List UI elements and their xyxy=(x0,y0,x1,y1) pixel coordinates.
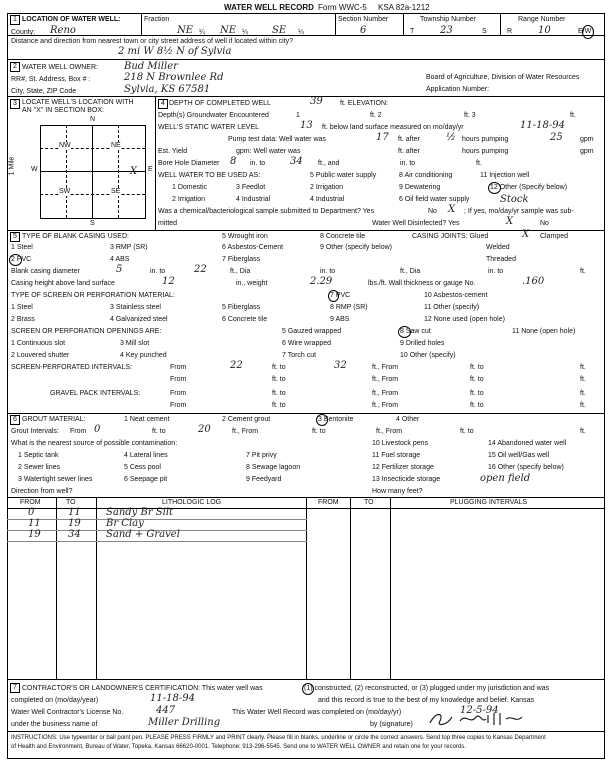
gpi-ft-2: ft. xyxy=(580,402,586,409)
joints-x: X xyxy=(522,229,530,240)
use-7: 4 Industrial xyxy=(310,196,345,203)
casing-1: 1 Steel xyxy=(11,244,33,251)
section-2-number: 2 xyxy=(10,62,20,72)
city-value: Sylvia, KS 67581 xyxy=(124,84,211,95)
depth-label: DEPTH OF COMPLETED WELL xyxy=(169,100,271,107)
casing-joints: CASING JOINTS: Glued xyxy=(412,233,489,240)
screen-2: 2 Brass xyxy=(11,316,35,323)
range-value: 10 xyxy=(538,25,551,36)
grout-ft-from-2: ft., From xyxy=(376,428,403,435)
constructed-circle xyxy=(302,683,314,695)
business-name-label: under the business name of xyxy=(11,721,98,728)
screen-5: 5 Fiberglass xyxy=(222,304,261,311)
yield-gpm-label: gpm: Well water was xyxy=(236,148,301,155)
bore-ft-and: ft., and xyxy=(318,160,340,167)
opening-4: 4 Key punched xyxy=(120,352,167,359)
south-label: S xyxy=(90,220,95,227)
spi-to-2: ft. to xyxy=(272,376,286,383)
casing-6: 6 Asbestos-Cement xyxy=(222,244,284,251)
pump-gpm-label: gpm xyxy=(580,136,594,143)
use-other-value: Stock xyxy=(500,194,529,205)
gpi-ft-from-1: ft., From xyxy=(372,390,399,397)
use-label: WELL WATER TO BE USED AS: xyxy=(158,172,261,179)
use-10: 6 Oil field water supply xyxy=(399,196,470,203)
gw-1: 1 xyxy=(296,112,300,119)
grout-3: 3 Bentonite xyxy=(318,416,354,423)
openings-title: SCREEN OR PERFORATION OPENINGS ARE: xyxy=(11,328,162,335)
grout-2: 2 Cement grout xyxy=(222,416,271,423)
grout-title: GROUT MATERIAL: xyxy=(22,416,86,423)
grout-to-value: 20 xyxy=(198,424,211,435)
record-completed-label: This Water Well Record was completed on (mo/day/yr) xyxy=(232,709,402,716)
ne-label: NE xyxy=(111,142,121,149)
opening-11: 11 None (open hole) xyxy=(512,328,576,335)
section-6-number: 6 xyxy=(10,415,20,425)
mitted-label: mitted xyxy=(158,220,178,227)
contam-1: 1 Septic tank xyxy=(18,452,59,459)
gpi-from-1: From xyxy=(170,390,187,397)
west-label: W xyxy=(31,166,38,173)
blank-ft-dia-2: ft., Dia xyxy=(400,268,421,275)
casing-2-circle xyxy=(9,254,22,266)
ksa-number: KSA 82a-1212 xyxy=(378,3,430,12)
log-desc-cell: Sand + Gravel xyxy=(106,529,180,540)
bore-ft-2: ft. xyxy=(476,160,482,167)
disinfected-label: Water Well Disinfected? Yes xyxy=(372,220,460,227)
grout-4: 4 Other xyxy=(396,416,420,423)
chem-x: X xyxy=(448,204,456,215)
contam-11: 11 Fuel storage xyxy=(372,452,421,459)
contam-8: 8 Sewage lagoon xyxy=(246,464,301,471)
log-to2-header: TO xyxy=(364,499,374,506)
casing-weight-value: 2.29 xyxy=(310,276,333,287)
casing-weight-label: in., weight xyxy=(236,280,268,287)
north-label: N xyxy=(90,116,96,123)
screen-4: 4 Galvanized steel xyxy=(110,316,168,323)
use-2: 2 Irrigation xyxy=(172,196,206,203)
use-5: 5 Public water supply xyxy=(310,172,377,179)
lithologic-log-header: LITHOLOGIC LOG xyxy=(162,499,222,506)
feet-label: How many feet? xyxy=(372,488,423,495)
section-number-label: Section Number xyxy=(338,16,389,23)
fraction-3: SE xyxy=(272,25,287,36)
log-from-cell: 11 xyxy=(28,518,41,529)
static-water-value: 13 xyxy=(300,120,313,131)
spi-to-1b: ft. to xyxy=(470,364,484,371)
owner-label: WATER WELL OWNER: xyxy=(22,64,98,71)
contam-12: 12 Fertilizer storage xyxy=(372,464,434,471)
spi-from-1: From xyxy=(170,364,187,371)
contam-6: 6 Seepage pit xyxy=(124,476,168,483)
signature-label: by (signature) xyxy=(370,721,413,728)
spi-ft-from-1: ft., From xyxy=(372,364,399,371)
clamped-label: Clamped xyxy=(540,233,569,240)
casing-height-value: 12 xyxy=(162,276,175,287)
county-label: County: xyxy=(11,29,36,36)
spi-ft-2: ft. xyxy=(580,376,586,383)
business-name-value: Miller Drilling xyxy=(148,717,221,728)
se-label: SE xyxy=(111,188,121,195)
casing-title: TYPE OF BLANK CASING USED: xyxy=(22,233,129,240)
pump-test-label: Pump test data: Well water was xyxy=(228,136,326,143)
license-value: 447 xyxy=(156,705,176,716)
true-record-text: and this record is true to the best of my knowledge and belief. Kansas xyxy=(318,697,534,704)
opening-5: 5 Gauzed wrapped xyxy=(282,328,342,335)
contam-15: 15 Oil well/Gas well xyxy=(488,452,550,459)
yield-label: Est. Yield xyxy=(158,148,188,155)
pump-after: ft. after xyxy=(398,136,420,143)
screen-title: TYPE OF SCREEN OR PERFORATION MATERIAL: xyxy=(11,292,175,299)
locate-title-2: AN "X" IN SECTION BOX: xyxy=(22,107,104,114)
elevation-label: ft. ELEVATION: xyxy=(340,100,388,107)
opening-6: 6 Wire wrapped xyxy=(282,340,332,347)
instructions-line-2: of Health and Environment, Bureau of Water, Topeka, Kansas 66620-0001. Telephone: 913-296-5545. Send one to WATER WELL OWNER and retain one for your records. xyxy=(11,744,466,750)
opening-1: 1 Continuous slot xyxy=(11,340,66,347)
use-4: 4 Industrial xyxy=(236,196,271,203)
address-label: RR#, St. Address, Box # : xyxy=(11,76,91,83)
completed-label: completed on (mo/day/year) xyxy=(11,697,99,704)
completed-value: 11-18-94 xyxy=(150,693,195,704)
section-1-title: LOCATION OF WATER WELL: xyxy=(22,16,121,23)
owner-value: Bud Miller xyxy=(124,61,178,72)
chem-label: Was a chemical/bacteriological sample submitted to Department? Yes xyxy=(158,208,375,215)
log-from-cell: 0 xyxy=(28,507,35,518)
gpi-ft-1: ft. xyxy=(580,390,586,397)
opening-8: 8 Saw cut xyxy=(400,328,431,335)
screen-10: 10 Asbestos-cement xyxy=(424,292,488,299)
range-e-circle xyxy=(582,25,594,39)
log-to-header: TO xyxy=(66,499,76,506)
quarter-1: ¼ xyxy=(199,29,205,36)
direction-label: Direction from well? xyxy=(11,488,73,495)
use-9: 9 Dewatering xyxy=(399,184,441,191)
board-label: Board of Agriculture, Division of Water Resources xyxy=(426,74,580,81)
township-s: S xyxy=(482,28,487,35)
gravel-pack-label: GRAVEL PACK INTERVALS: xyxy=(50,390,141,397)
quarter-3: ¼ xyxy=(298,29,304,36)
opening-7: 7 Torch cut xyxy=(282,352,317,359)
blank-diameter-value: 5 xyxy=(116,264,123,275)
gw-4: ft. xyxy=(570,112,576,119)
signature-image xyxy=(426,709,526,729)
locate-title: LOCATE WELL'S LOCATION WITH xyxy=(22,99,134,106)
quarter-2: ¼ xyxy=(242,29,248,36)
groundwater-label: Depth(s) Groundwater Encountered xyxy=(158,112,269,119)
blank-in-to-3: in. to xyxy=(488,268,504,275)
blank-ft-3: ft. xyxy=(580,268,586,275)
contam-9: 9 Feedyard xyxy=(246,476,282,483)
section-4-number: 4 xyxy=(158,99,168,109)
use-3: 3 Feedlot xyxy=(236,184,266,191)
opening-2: 2 Louvered shutter xyxy=(11,352,70,359)
log-row-divider xyxy=(7,519,307,520)
gw-3: ft. 3 xyxy=(464,112,476,119)
yield-gpm2: gpm xyxy=(580,148,594,155)
log-from-header: FROM xyxy=(20,499,41,506)
yield-hours: hours pumping xyxy=(462,148,509,155)
range-label: Range Number xyxy=(518,16,566,23)
grout-from-value: 0 xyxy=(94,424,101,435)
casing-4: 4 ABS xyxy=(110,256,130,263)
blank-diameter-label: Blank casing diameter xyxy=(11,268,80,275)
township-t: T xyxy=(410,28,415,35)
screen-7: 7 PVC xyxy=(330,292,351,299)
use-12-circle xyxy=(488,182,501,194)
opening-10: 10 Other (specify) xyxy=(400,352,456,359)
location-mark: X xyxy=(130,166,138,177)
screen-9: 9 ABS xyxy=(330,316,350,323)
bore-diameter-value: 8 xyxy=(230,156,237,167)
blank-in-to: in. to xyxy=(150,268,166,275)
spi-from-value: 22 xyxy=(230,360,243,371)
casing-2: 2 PVC xyxy=(11,256,32,263)
chem-no: No xyxy=(428,208,437,215)
fraction-1: NE xyxy=(177,25,194,36)
contam-13: 13 Insecticide storage xyxy=(372,476,441,483)
contam-2: 2 Sewer lines xyxy=(18,464,61,471)
opening-3: 3 Mill slot xyxy=(120,340,150,347)
grout-to-label-2: ft. to xyxy=(312,428,326,435)
gpi-from-2: From xyxy=(170,402,187,409)
screen-12: 12 None used (open hole) xyxy=(424,316,505,323)
fraction-2: NE xyxy=(220,25,237,36)
contam-4: 4 Lateral lines xyxy=(124,452,168,459)
use-1: 1 Domestic xyxy=(172,184,208,191)
log-from2-header: FROM xyxy=(318,499,339,506)
gpi-ft-from-2: ft., From xyxy=(372,402,399,409)
grout-ft-from: ft., From xyxy=(232,428,259,435)
opening-9: 9 Drilled holes xyxy=(400,340,445,347)
bore-label: Bore Hole Diameter xyxy=(158,160,220,167)
certification-title: CONTRACTOR'S OR LANDOWNER'S CERTIFICATION: This water well was xyxy=(22,685,263,692)
contam-16: 16 Other (specify below) xyxy=(488,464,564,471)
welded-label: Welded xyxy=(486,244,510,251)
static-water-text: ft. below land surface measured on mo/day/yr xyxy=(322,124,464,131)
contam-7: 7 Pit privy xyxy=(246,452,277,459)
depth-value: 39 xyxy=(310,96,323,107)
spi-to-1: ft. to xyxy=(272,364,286,371)
wall-thickness-value: .160 xyxy=(522,276,545,287)
contam-3: 3 Watertight sewer lines xyxy=(18,476,93,483)
log-to-cell: 34 xyxy=(68,529,81,540)
log-row-divider xyxy=(7,541,307,542)
log-to-cell: 11 xyxy=(68,507,81,518)
yield-after: ft. after xyxy=(398,148,420,155)
distance-label: Distance and direction from nearest town or city street address of well if located within city? xyxy=(11,38,294,45)
disinfected-no: No xyxy=(540,220,549,227)
sw-label: SW xyxy=(59,188,71,195)
contam-10: 10 Livestock pens xyxy=(372,440,429,447)
casing-8: 8 Concrete tile xyxy=(320,233,366,240)
township-label: Township Number xyxy=(420,16,477,23)
range-r: R xyxy=(507,28,513,35)
opening-8-circle xyxy=(398,326,411,338)
static-water-date: 11-18-94 xyxy=(520,120,565,131)
grout-to-label-3: ft. to xyxy=(460,428,474,435)
pump-ft-value: 17 xyxy=(376,132,389,143)
section-7-number: 7 xyxy=(10,683,20,693)
use-12: 12 Other (Specify below) xyxy=(490,184,568,191)
casing-3: 3 RMP (SR) xyxy=(110,244,148,251)
spi-to-value: 32 xyxy=(334,360,347,371)
city-label: City, State, ZIP Code xyxy=(11,88,77,95)
blank-in-to-2: in. to xyxy=(320,268,336,275)
section-number-value: 6 xyxy=(360,25,367,36)
grout-3-circle xyxy=(316,414,328,426)
certification-options: (1) constructed, (2) reconstructed, or (3) plugged under my jurisdiction and was xyxy=(304,685,550,692)
application-label: Application Number: xyxy=(426,86,490,93)
screen-1: 1 Steel xyxy=(11,304,33,311)
screen-3: 3 Stainless steel xyxy=(110,304,161,311)
gpi-to-1b: ft. to xyxy=(470,390,484,397)
contam-other-value: open field xyxy=(480,473,531,484)
gpi-to-1: ft. to xyxy=(272,390,286,397)
gpi-to-2: ft. to xyxy=(272,402,286,409)
contam-5: 5 Cess pool xyxy=(124,464,161,471)
use-11: 11 Injection well xyxy=(480,172,530,179)
log-to-cell: 19 xyxy=(68,518,81,529)
blank-to-value: 22 xyxy=(194,264,207,275)
range-ew: E/W xyxy=(578,28,592,35)
distance-value: 2 mi W 8½ N of Sylvia xyxy=(118,46,232,57)
spi-to-2b: ft. to xyxy=(470,376,484,383)
grout-from-label: From xyxy=(70,428,87,435)
township-value: 23 xyxy=(440,25,453,36)
screen-intervals-label: SCREEN-PERFORATED INTERVALS: xyxy=(11,364,132,371)
bore-to-value: 34 xyxy=(290,156,303,167)
grout-to-label: ft. to xyxy=(152,428,166,435)
east-label: E xyxy=(148,166,153,173)
gw-2: ft. 2 xyxy=(370,112,382,119)
fraction-label: Fraction xyxy=(144,16,170,23)
section-1-number: 1 xyxy=(10,15,20,25)
threaded-label: Threaded xyxy=(486,256,516,263)
pump-gpm-value: 25 xyxy=(550,132,563,143)
section-3-number: 3 xyxy=(10,99,20,109)
disinfected-x: X xyxy=(506,216,514,227)
contamination-label: What is the nearest source of possible contamination: xyxy=(11,440,178,447)
wall-thickness-label: lbs./ft. Wall thickness or gauge No. xyxy=(368,280,476,287)
bore-in-to-2: in. to xyxy=(400,160,416,167)
log-desc-cell: Br Clay xyxy=(106,518,144,529)
spi-ft-from-2: ft., From xyxy=(372,376,399,383)
chem-rest: ; If yes, mo/day/yr sample was sub- xyxy=(464,208,574,215)
casing-7: 7 Fiberglass xyxy=(222,256,261,263)
log-desc-cell: Sandy Br Silt xyxy=(106,507,174,518)
license-label: Water Well Contractor's License No. xyxy=(11,709,124,716)
screen-7-circle xyxy=(328,290,339,302)
log-from-cell: 19 xyxy=(28,529,41,540)
grout-intervals-label: Grout Intervals: xyxy=(11,428,59,435)
grout-ft-end: ft. xyxy=(580,428,586,435)
casing-9: 9 Other (specify below) xyxy=(320,244,392,251)
gpi-to-2b: ft. to xyxy=(470,402,484,409)
record-completed-value: 12-5-94 xyxy=(460,705,499,716)
pump-hours-label: hours pumping xyxy=(462,136,509,143)
spi-from-2: From xyxy=(170,376,187,383)
blank-ft-dia: ft., Dia xyxy=(230,268,251,275)
pump-hours-value: ½ xyxy=(446,132,456,143)
spi-ft-1: ft. xyxy=(580,364,586,371)
contam-14: 14 Abandoned water well xyxy=(488,440,567,447)
screen-11: 11 Other (specify) xyxy=(424,304,480,311)
grout-1: 1 Neat cement xyxy=(124,416,170,423)
plugging-intervals-header: PLUGGING INTERVALS xyxy=(450,499,528,506)
form-title: WATER WELL RECORD xyxy=(224,3,314,12)
section-5-number: 5 xyxy=(10,232,20,242)
casing-5: 5 Wrought iron xyxy=(222,233,268,240)
use-8: 8 Air conditioning xyxy=(399,172,453,179)
bore-in-to: in. to xyxy=(250,160,266,167)
mile-label: 1 Mile xyxy=(8,156,16,176)
form-number: Form WWC-5 xyxy=(318,3,367,12)
address-value: 218 N Brownlee Rd xyxy=(124,72,224,83)
casing-height-label: Casing height above land surface xyxy=(11,280,115,287)
static-water-label: WELL'S STATIC WATER LEVEL xyxy=(158,124,260,131)
screen-8: 8 RMP (SR) xyxy=(330,304,368,311)
county-value: Reno xyxy=(50,25,76,36)
use-6: 2 Irrigation xyxy=(310,184,344,191)
screen-6: 6 Concrete tile xyxy=(222,316,268,323)
nw-label: NW xyxy=(59,142,71,149)
instructions-line-1: INSTRUCTIONS: Use typewriter or ball point pen. PLEASE PRESS FIRMLY and PRINT clearly. Please fill in blanks, underline or circle the correct answers. Send top three copies to Kansas Department xyxy=(11,735,546,741)
